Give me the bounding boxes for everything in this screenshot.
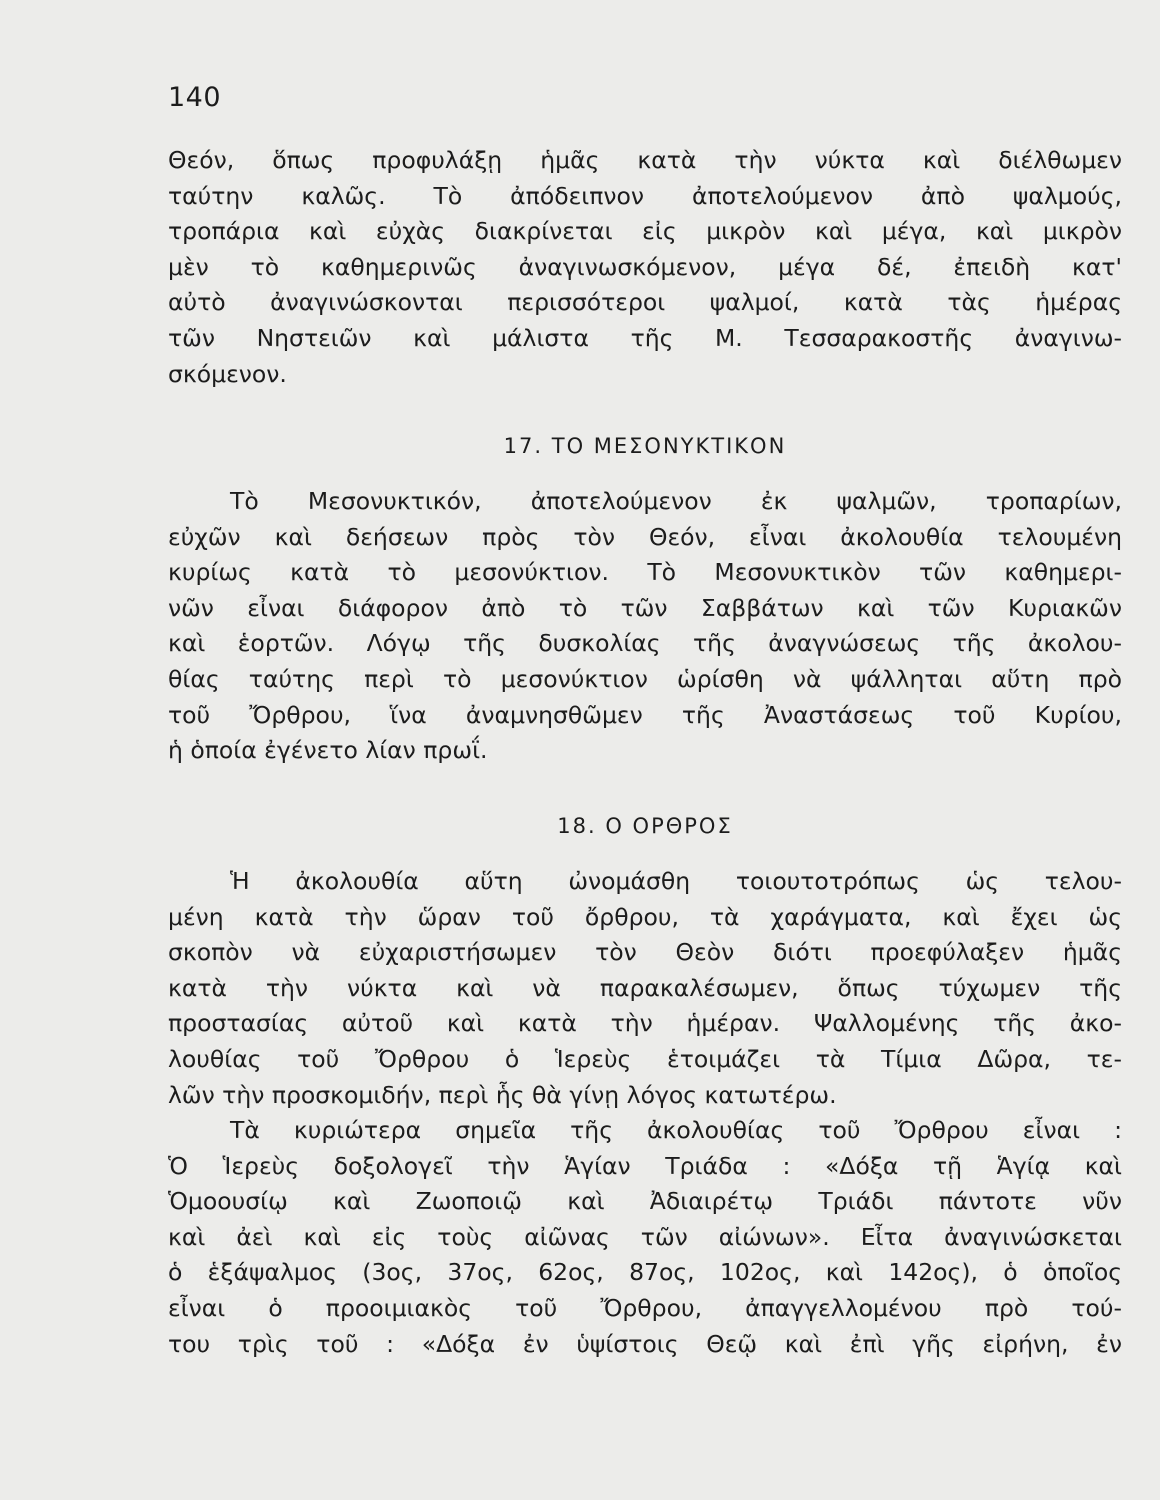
text-line: τροπάρια καὶ εὐχὰς διακρίνεται εἰς μικρὸν καὶ μέγα, καὶ μικρὸν	[168, 217, 1122, 246]
text-line: αὐτὸ ἀναγινώσκονται περισσότεροι ψαλμοί, κατὰ τὰς ἡμέρας	[168, 288, 1122, 317]
text-line: τοῦ Ὄρθρου, ἵνα ἀναμνησθῶμεν τῆς Ἀναστάσεως τοῦ Κυρίου,	[168, 700, 1122, 729]
section-18-paragraph	[168, 864, 1122, 1113]
text-line: κατὰ τὴν νύκτα καὶ νὰ παρακαλέσωμεν, ὅπως τύχωμεν τῆς	[168, 973, 1122, 1002]
text-line: θίας ταύτης περὶ τὸ μεσονύκτιον ὡρίσθη νὰ ψάλληται αὕτη πρὸ	[168, 664, 1122, 693]
section-18-heading: 18. Ο ΟΡΘΡΟΣ	[557, 814, 733, 838]
text-line: λῶν τὴν προσκομιδήν, περὶ ἧς θὰ γίνῃ λόγος κατωτέρω.	[168, 1080, 837, 1109]
text-line: Θεόν, ὅπως προφυλάξῃ ἡμᾶς κατὰ τὴν νύκτα καὶ διέλθωμεν	[168, 146, 1122, 174]
text-line: ὁ ἑξάψαλμος (3ος, 37ος, 62ος, 87ος, 102ος, καὶ 142ος), ὁ ὁποῖος	[168, 1258, 1122, 1287]
section-18-paragraph-2	[168, 1113, 1122, 1362]
text-line: Ὁ Ἱερεὺς δοξολογεῖ τὴν Ἁγίαν Τριάδα : «Δόξα τῇ Ἁγίᾳ καὶ	[168, 1151, 1122, 1180]
text-line: σκοπὸν νὰ εὐχαριστήσωμεν τὸν Θεὸν διότι προεφύλαξεν ἡμᾶς	[168, 938, 1122, 967]
text-line: νῶν εἶναι διάφορον ἀπὸ τὸ τῶν Σαββάτων καὶ τῶν Κυριακῶν	[168, 593, 1122, 622]
section-17-heading: 17. ΤΟ ΜΕΣΟΝΥΚΤΙΚΟΝ	[503, 434, 787, 458]
text-line: ταύτην καλῶς. Τὸ ἀπόδειπνον ἀποτελούμενον ἀπὸ ψαλμούς,	[168, 181, 1122, 210]
text-line: κυρίως κατὰ τὸ μεσονύκτιον. Τὸ Μεσονυκτικὸν τῶν καθημερι-	[168, 558, 1122, 587]
page-number: 140	[168, 82, 222, 113]
text-line: καὶ ἀεὶ καὶ εἰς τοὺς αἰῶνας τῶν αἰώνων». Εἶτα ἀναγινώσκεται	[168, 1222, 1122, 1251]
text-line: του τρὶς τοῦ : «Δόξα ἐν ὑψίστοις Θεῷ καὶ ἐπὶ γῆς εἰρήνη, ἐν	[168, 1329, 1122, 1358]
text-line: Τὰ κυριώτερα σημεῖα τῆς ἀκολουθίας τοῦ Ὄρθρου εἶναι :	[230, 1116, 1122, 1144]
text-line: προστασίας αὐτοῦ καὶ κατὰ τὴν ἡμέραν. Ψαλλομένης τῆς ἀκο-	[168, 1009, 1122, 1038]
text-line: ἡ ὁποία ἐγένετο λίαν πρωΐ.	[168, 736, 488, 765]
text-line: Ὁμοουσίῳ καὶ Ζωοποιῷ καὶ Ἀδιαιρέτῳ Τριάδι πάντοτε νῦν	[168, 1187, 1122, 1216]
text-line: εὐχῶν καὶ δεήσεων πρὸς τὸν Θεόν, εἶναι ἀκολουθία τελουμένη	[168, 522, 1122, 551]
text-line: μὲν τὸ καθημερινῶς ἀναγινωσκόμενον, μέγα δέ, ἐπειδὴ κατ'	[168, 252, 1122, 281]
text-line: Τὸ Μεσονυκτικόν, ἀποτελούμενον ἐκ ψαλμῶν, τροπαρίων,	[230, 487, 1122, 515]
text-line: λουθίας τοῦ Ὄρθρου ὁ Ἱερεὺς ἑτοιμάζει τὰ Τίμια Δῶρα, τε-	[168, 1044, 1122, 1073]
text-line: μένη κατὰ τὴν ὥραν τοῦ ὄρθρου, τὰ χαράγματα, καὶ ἔχει ὡς	[168, 902, 1122, 931]
text-line: εἶναι ὁ προοιμιακὸς τοῦ Ὄρθρου, ἀπαγγελλομένου πρὸ τού-	[168, 1293, 1122, 1322]
intro-paragraph	[168, 143, 1122, 392]
section-17-paragraph	[168, 484, 1122, 769]
text-line: τῶν Νηστειῶν καὶ μάλιστα τῆς Μ. Τεσσαρακοστῆς ἀναγινω-	[168, 323, 1122, 352]
text-line: Ἡ ἀκολουθία αὕτη ὠνομάσθη τοιουτοτρόπως ὡς τελου-	[230, 867, 1122, 895]
text-line: καὶ ἑορτῶν. Λόγῳ τῆς δυσκολίας τῆς ἀναγνώσεως τῆς ἀκολου-	[168, 629, 1122, 658]
text-line: σκόμενον.	[168, 359, 287, 388]
